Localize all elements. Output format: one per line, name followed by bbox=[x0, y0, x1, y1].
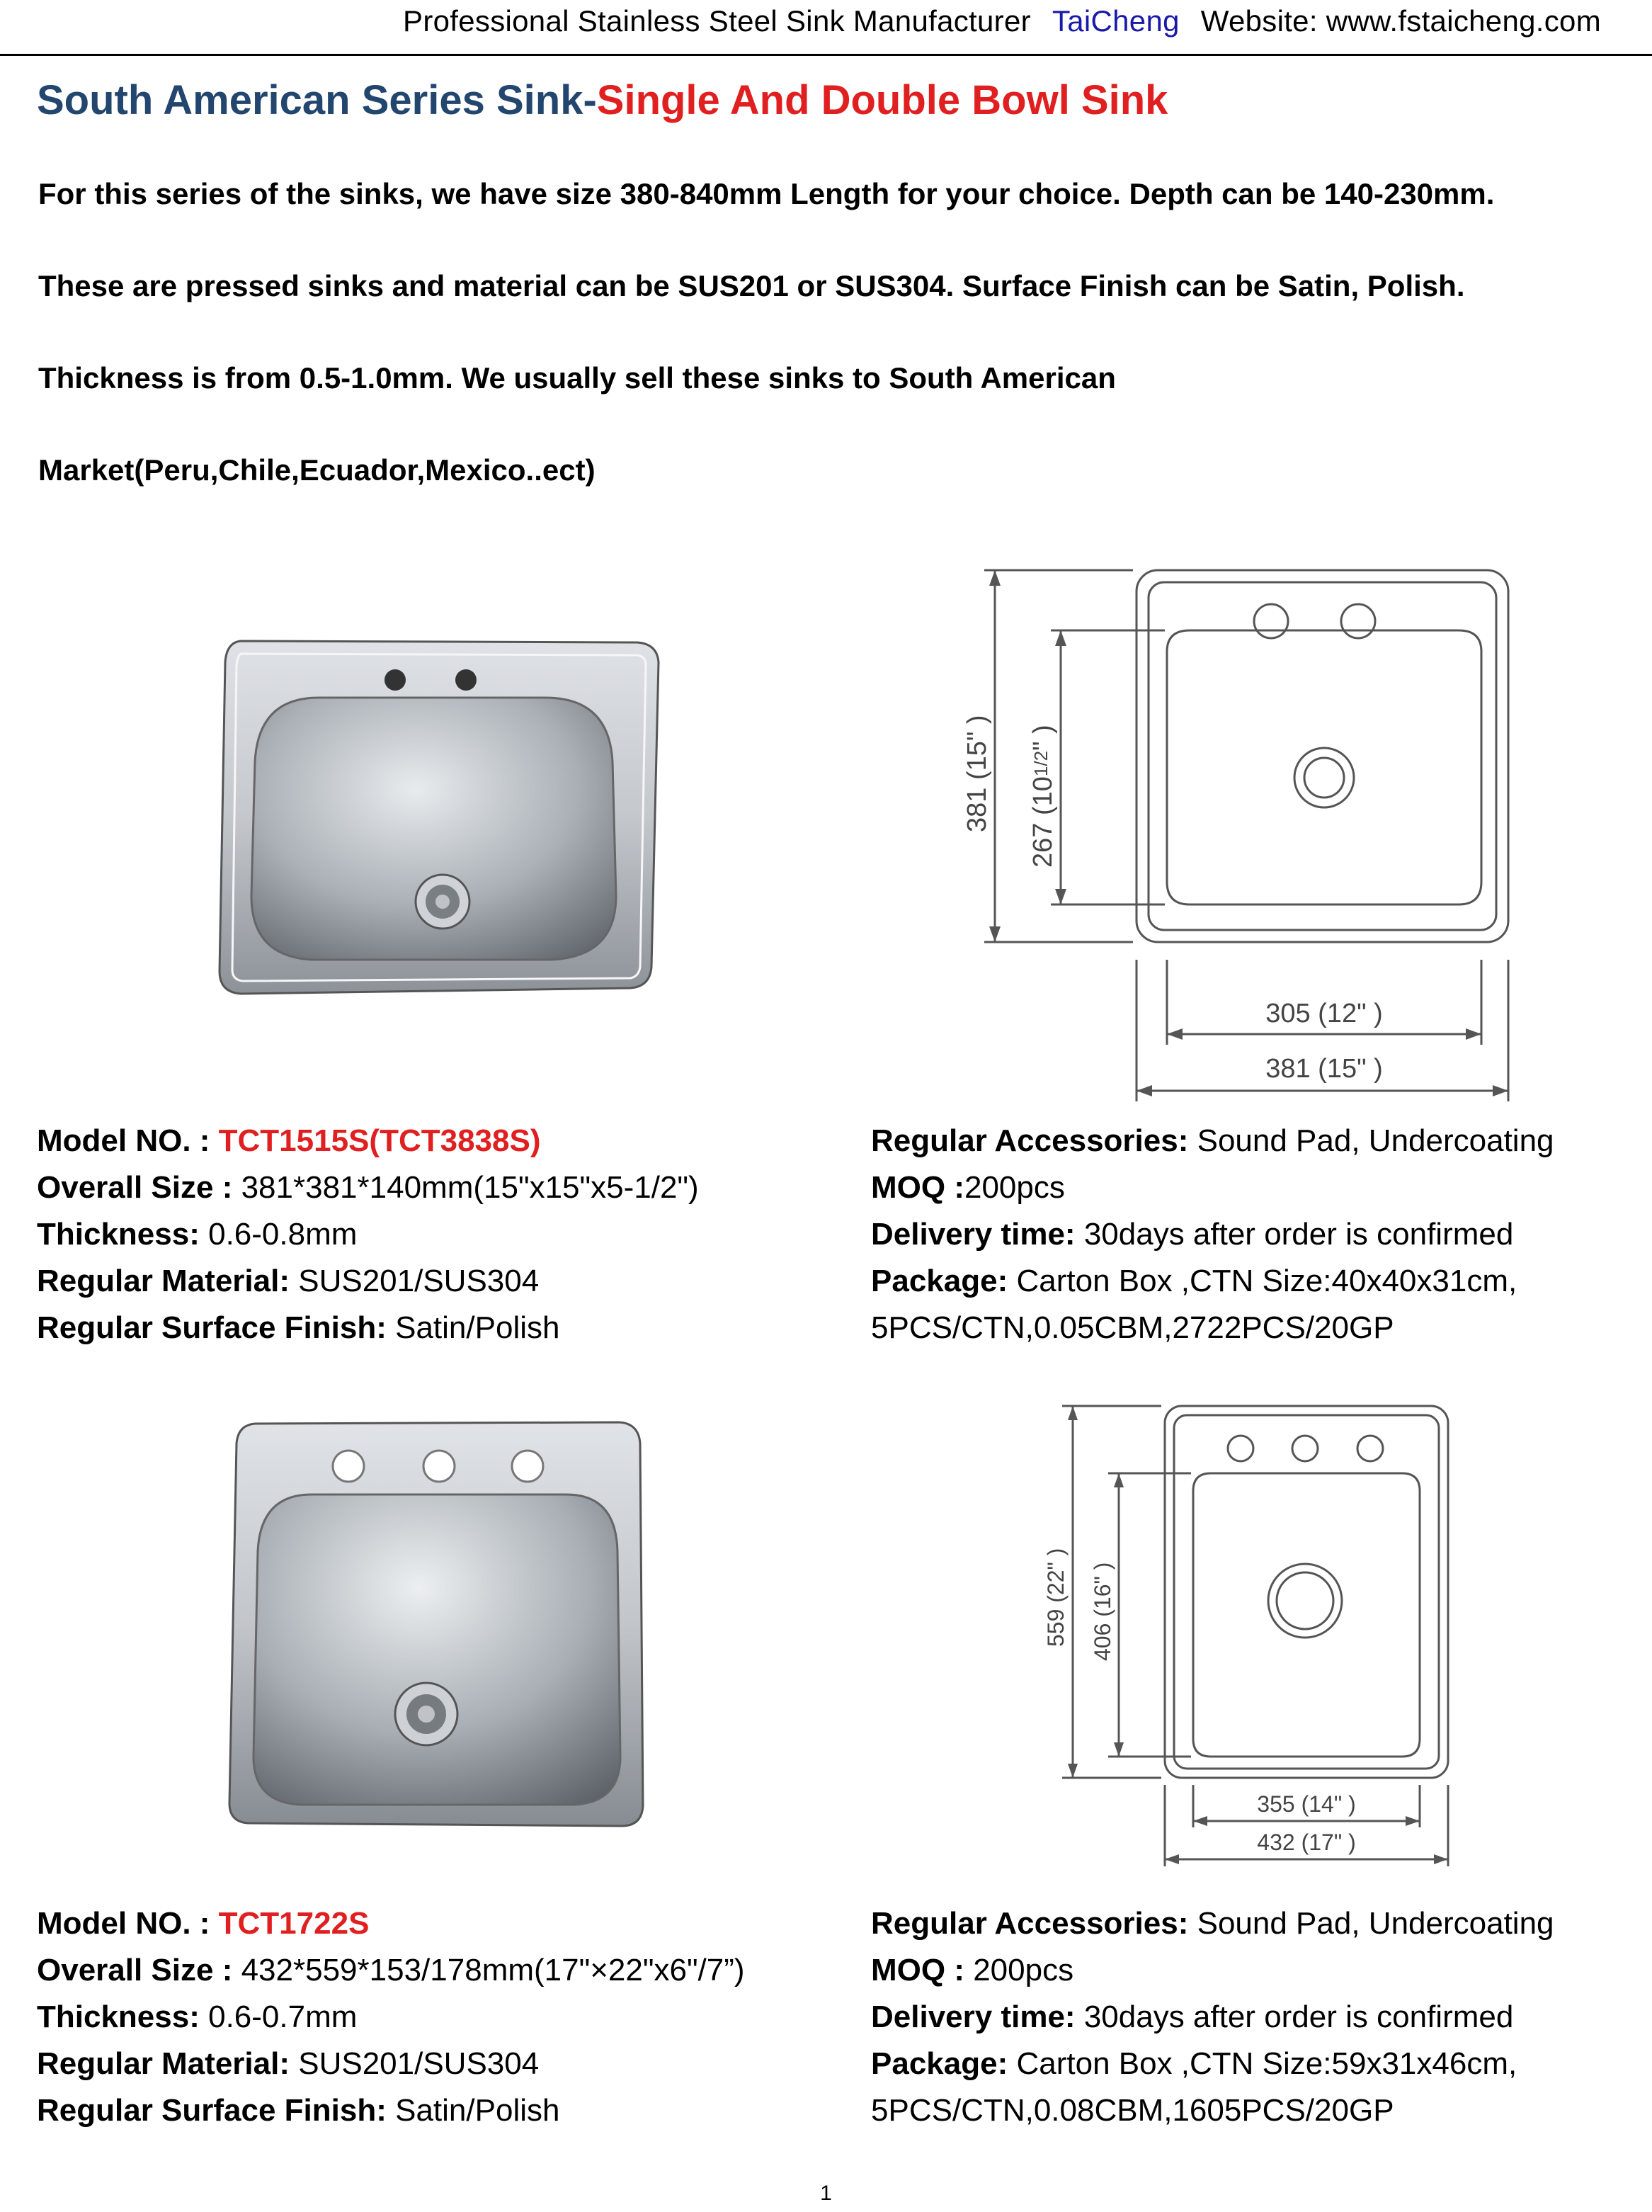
header-divider bbox=[0, 54, 1652, 56]
spec-thickness-1 bbox=[37, 1211, 699, 1258]
spec-label: Regular Material: bbox=[37, 1264, 299, 1298]
sink-photo-2 bbox=[227, 1417, 651, 1834]
intro-line-3: Thickness is from 0.5-1.0mm. We usually sell these sinks to South American bbox=[38, 361, 1116, 395]
header-brand: TaiCheng bbox=[1052, 4, 1180, 38]
spec-value: 200pcs bbox=[964, 1170, 1065, 1205]
dim-inner-width-2: 355 (14" ) bbox=[1257, 1791, 1356, 1817]
spec-value: SUS201/SUS304 bbox=[298, 1264, 540, 1298]
sink-drawing-1 bbox=[956, 563, 1522, 1105]
specs-left-2 bbox=[37, 1900, 745, 2134]
spec-label: Overall Size : bbox=[37, 1953, 241, 1987]
spec-label: Regular Material: bbox=[37, 2046, 299, 2081]
spec-label: Regular Surface Finish: bbox=[37, 2093, 396, 2128]
spec-label: MOQ : bbox=[871, 1953, 974, 1987]
spec-delivery-1 bbox=[871, 1211, 1554, 1258]
spec-value: 381*381*140mm(15"x15"x5-1/2") bbox=[241, 1170, 699, 1205]
spec-value: Satin/Polish bbox=[395, 2093, 560, 2128]
spec-thickness-2 bbox=[37, 1994, 745, 2041]
spec-model-1 bbox=[37, 1118, 699, 1164]
spec-package-2 bbox=[871, 2041, 1554, 2087]
header-tagline: Professional Stainless Steel Sink Manufacturer bbox=[403, 4, 1031, 38]
spec-label: Regular Accessories: bbox=[871, 1906, 1197, 1941]
spec-value: 200pcs bbox=[973, 1953, 1074, 1987]
spec-value: 0.6-0.8mm bbox=[208, 1217, 358, 1252]
spec-package-cont-1 bbox=[871, 1305, 1554, 1351]
spec-label: Regular Accessories: bbox=[871, 1123, 1197, 1158]
spec-package-1 bbox=[871, 1258, 1554, 1305]
dim-outer-height-1: 381 (15" ) bbox=[962, 715, 992, 832]
spec-accessories-1 bbox=[871, 1118, 1554, 1164]
spec-label: Delivery time: bbox=[871, 2000, 1084, 2034]
page-title bbox=[37, 76, 1168, 124]
dim-outer-width-1: 381 (15" ) bbox=[1265, 1054, 1383, 1084]
spec-value: Sound Pad, Undercoating bbox=[1197, 1906, 1554, 1941]
spec-label: MOQ : bbox=[871, 1170, 964, 1205]
spec-package-cont-2 bbox=[871, 2087, 1554, 2134]
spec-label: Delivery time: bbox=[871, 1217, 1084, 1252]
spec-material-1 bbox=[37, 1258, 699, 1305]
spec-size-2 bbox=[37, 1947, 745, 1994]
spec-accessories-2 bbox=[871, 1900, 1554, 1947]
model-number: TCT1722S bbox=[218, 1906, 370, 1941]
dim-inner-width-1: 305 (12" ) bbox=[1265, 999, 1383, 1028]
spec-value: Satin/Polish bbox=[395, 1310, 560, 1345]
spec-label: Model NO. : bbox=[37, 1123, 219, 1158]
spec-label: Package: bbox=[871, 2046, 1017, 2081]
spec-value: Carton Box ,CTN Size:40x40x31cm, bbox=[1016, 1264, 1517, 1298]
spec-value: 5PCS/CTN,0.08CBM,1605PCS/20GP bbox=[871, 2093, 1394, 2128]
page-number: 1 bbox=[820, 2182, 832, 2205]
spec-label: Model NO. : bbox=[37, 1906, 219, 1941]
intro-line-2: These are pressed sinks and material can be SUS201 or SUS304. Surface Finish can be Satin, Polish. bbox=[38, 269, 1465, 302]
title-series: South American Series Sink- bbox=[37, 77, 597, 123]
dim-outer-height-2: 559 (22" ) bbox=[1043, 1548, 1069, 1647]
spec-model-2 bbox=[37, 1900, 745, 1947]
spec-value: 0.6-0.7mm bbox=[208, 2000, 358, 2034]
dim-inner-height-end-1: " ) bbox=[1028, 725, 1058, 751]
spec-value: 30days after order is confirmed bbox=[1083, 2000, 1514, 2034]
dim-outer-width-2: 432 (17" ) bbox=[1257, 1830, 1356, 1855]
specs-right-1 bbox=[871, 1118, 1554, 1351]
spec-value: 432*559*153/178mm(17"×22"x6"/7”) bbox=[241, 1953, 745, 1987]
sink-photo-1 bbox=[212, 634, 666, 1002]
title-subtitle: Single And Double Bowl Sink bbox=[596, 77, 1168, 123]
spec-size-1 bbox=[37, 1164, 699, 1211]
spec-label: Thickness: bbox=[37, 2000, 209, 2034]
spec-value: SUS201/SUS304 bbox=[298, 2046, 540, 2081]
spec-moq-2 bbox=[871, 1947, 1554, 1994]
spec-label: Thickness: bbox=[37, 1217, 209, 1252]
spec-moq-1 bbox=[871, 1164, 1554, 1211]
spec-value: 30days after order is confirmed bbox=[1083, 1217, 1514, 1252]
intro-line-1: For this series of the sinks, we have size 380-840mm Length for your choice. Depth can be 140-230mm. bbox=[38, 177, 1495, 210]
specs-right-2 bbox=[871, 1900, 1554, 2134]
spec-label: Package: bbox=[871, 1264, 1017, 1298]
specs-left-1 bbox=[37, 1118, 699, 1351]
spec-value: Carton Box ,CTN Size:59x31x46cm, bbox=[1016, 2046, 1517, 2081]
dim-inner-height-fraction-1: 1/2 bbox=[1030, 750, 1052, 777]
page-header bbox=[403, 4, 1601, 38]
intro-line-4: Market(Peru,Chile,Ecuador,Mexico..ect) bbox=[38, 453, 596, 487]
spec-value: Sound Pad, Undercoating bbox=[1197, 1123, 1554, 1158]
spec-label: Overall Size : bbox=[37, 1170, 241, 1205]
sink-drawing-2 bbox=[1020, 1399, 1459, 1870]
spec-material-2 bbox=[37, 2041, 745, 2087]
spec-label: Regular Surface Finish: bbox=[37, 1310, 396, 1345]
dim-inner-height-2: 406 (16" ) bbox=[1090, 1562, 1115, 1661]
spec-finish-1 bbox=[37, 1305, 699, 1351]
spec-value: 5PCS/CTN,0.05CBM,2722PCS/20GP bbox=[871, 1310, 1394, 1345]
dim-inner-height-1: 267 (10 bbox=[1028, 776, 1058, 868]
svg-text:267 (101/2" ) bbox=[1028, 725, 1058, 868]
spec-finish-2 bbox=[37, 2087, 745, 2134]
model-number: TCT1515S(TCT3838S) bbox=[218, 1123, 541, 1158]
spec-delivery-2 bbox=[871, 1994, 1554, 2041]
header-website: Website: www.fstaicheng.com bbox=[1200, 4, 1601, 38]
